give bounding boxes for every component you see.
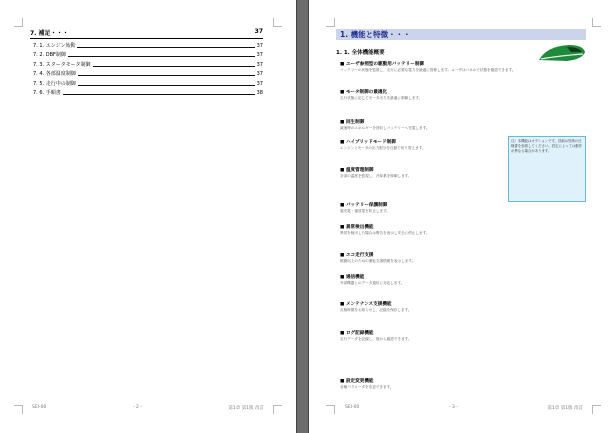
toc-leader xyxy=(63,94,255,95)
toc-row-title: 7. 6. 手順書 xyxy=(33,90,61,96)
feature-item xyxy=(340,61,584,73)
left-footer xyxy=(32,405,264,411)
toc-row[interactable] xyxy=(30,70,263,77)
page-gutter xyxy=(296,0,309,433)
crop-mark xyxy=(273,405,282,414)
feature-body: 外部機器とのデータ通信に対応します。 xyxy=(340,281,405,285)
feature-body: 走行状態に応じてモータ出力を最適に制御します。 xyxy=(340,96,423,100)
feature-heading: ■ 異常検出機能 xyxy=(340,225,374,230)
feature-heading: ■ ログ記録機能 xyxy=(340,331,374,336)
toc-row[interactable] xyxy=(30,61,263,68)
page-title: 1. 機能と特徴・・・ xyxy=(336,29,586,40)
crop-mark xyxy=(326,405,335,414)
footer-left: SEI-00 xyxy=(345,405,360,410)
footer-right: 第1章 第1版 改訂 xyxy=(228,406,264,411)
toc-leader xyxy=(78,75,255,76)
feature-item xyxy=(340,252,584,264)
feature-item xyxy=(340,274,584,286)
crop-mark xyxy=(592,18,601,27)
toc-heading[interactable] xyxy=(30,28,263,39)
feature-heading: ■ メンテナンス支援機能 xyxy=(340,302,392,307)
toc-row-page: 37 xyxy=(256,42,263,49)
feature-body: 走行データを記録し、後から確認できます。 xyxy=(340,337,412,341)
feature-item xyxy=(340,89,584,101)
right-footer xyxy=(345,405,583,411)
toc-row-page: 37 xyxy=(256,61,263,68)
toc-leader xyxy=(78,85,255,86)
feature-body: 点検時期をお知らせし、記録を保存します。 xyxy=(340,308,412,312)
feature-item xyxy=(340,378,584,390)
feature-body: 各部の温度を監視し、冷却系を制御します。 xyxy=(340,174,412,178)
section-heading: 1. 1. 全体機能概要 xyxy=(336,50,385,56)
toc-row-page: 38 xyxy=(256,90,263,96)
feature-heading: ■ 設定変更機能 xyxy=(340,379,374,384)
toc-row-title: 7. 1. エンジン始動 xyxy=(33,42,76,49)
feature-heading: ■ 回生制御 xyxy=(340,120,365,125)
toc-row[interactable] xyxy=(30,89,263,96)
feature-body: 各種パラメータを変更できます。 xyxy=(340,385,394,389)
feature-item xyxy=(340,301,584,313)
toc-heading-page: 37 xyxy=(254,28,263,35)
crop-mark xyxy=(14,18,23,27)
crop-mark xyxy=(273,18,282,27)
toc-row-title: 7. 4. 各部温度制御 xyxy=(33,71,76,77)
feature-item xyxy=(340,330,584,342)
toc-leader xyxy=(68,56,255,57)
toc-row-title: 7. 2. DBF制御 xyxy=(33,52,66,58)
toc-row[interactable] xyxy=(30,80,263,87)
toc-row-page: 37 xyxy=(256,71,263,77)
feature-body: 過充電・過放電を防止します。 xyxy=(340,209,391,213)
feature-item xyxy=(340,202,584,214)
toc-row-title: 7. 3. スタータモータ制御 xyxy=(33,61,91,68)
toc-leader xyxy=(93,66,255,67)
footer-page-number: - 3 - xyxy=(448,405,458,410)
feature-body: 燃費向上のための運転支援情報を表示します。 xyxy=(340,259,416,263)
feature-heading: ■ ハイブリッドモード制御 xyxy=(340,140,396,145)
crop-mark xyxy=(592,405,601,414)
footer-right: 第1章 第1版 改訂 xyxy=(547,406,583,411)
toc-row-page: 37 xyxy=(256,52,263,58)
toc-row[interactable] xyxy=(30,51,263,58)
feature-heading: ■ 通信機能 xyxy=(340,275,365,280)
feature-heading: ■ バッテリー保護制御 xyxy=(340,203,388,208)
feature-heading: ■ 温度管理制御 xyxy=(340,168,374,173)
feature-body: 異常を検出した場合は警告を表示し安全に停止します。 xyxy=(340,231,430,235)
toc-row[interactable] xyxy=(30,42,263,49)
feature-body: バッテリーの状態を監視し、走行に必要な電力を最適に管理します。ユーザはパネルで状態を確認できます。 xyxy=(340,68,516,72)
toc-row-page: 37 xyxy=(256,80,263,87)
toc-heading-title: 7. 補足・・・ xyxy=(30,30,69,37)
footer-left: SEI-00 xyxy=(32,405,47,410)
feature-item xyxy=(340,224,584,236)
table-of-contents xyxy=(30,28,263,96)
feature-body: 減速時のエネルギーを回収しバッテリーへ充電します。 xyxy=(340,126,430,130)
feature-body: エンジンとモータの出力配分を自動で切り替えます。 xyxy=(340,146,426,150)
feature-heading: ■ エコ走行支援 xyxy=(340,253,374,258)
footer-page-number: - 2 - xyxy=(132,405,142,410)
toc-leader xyxy=(77,47,254,48)
crop-mark xyxy=(326,18,335,27)
feature-heading: ■ ユーザ参照型の駆動用バッテリー制御 xyxy=(340,62,425,67)
toc-row-title: 7. 5. 走行中の制御 xyxy=(33,80,76,87)
feature-item xyxy=(340,119,584,131)
feature-heading: ■ モータ制御の最適化 xyxy=(340,90,388,95)
crop-mark xyxy=(14,405,23,414)
note-box: 注）本機能はオプションです。詳細は別紙の仕様書を参照してください。設定によっては動作が異なる場合があります。 xyxy=(508,136,586,202)
